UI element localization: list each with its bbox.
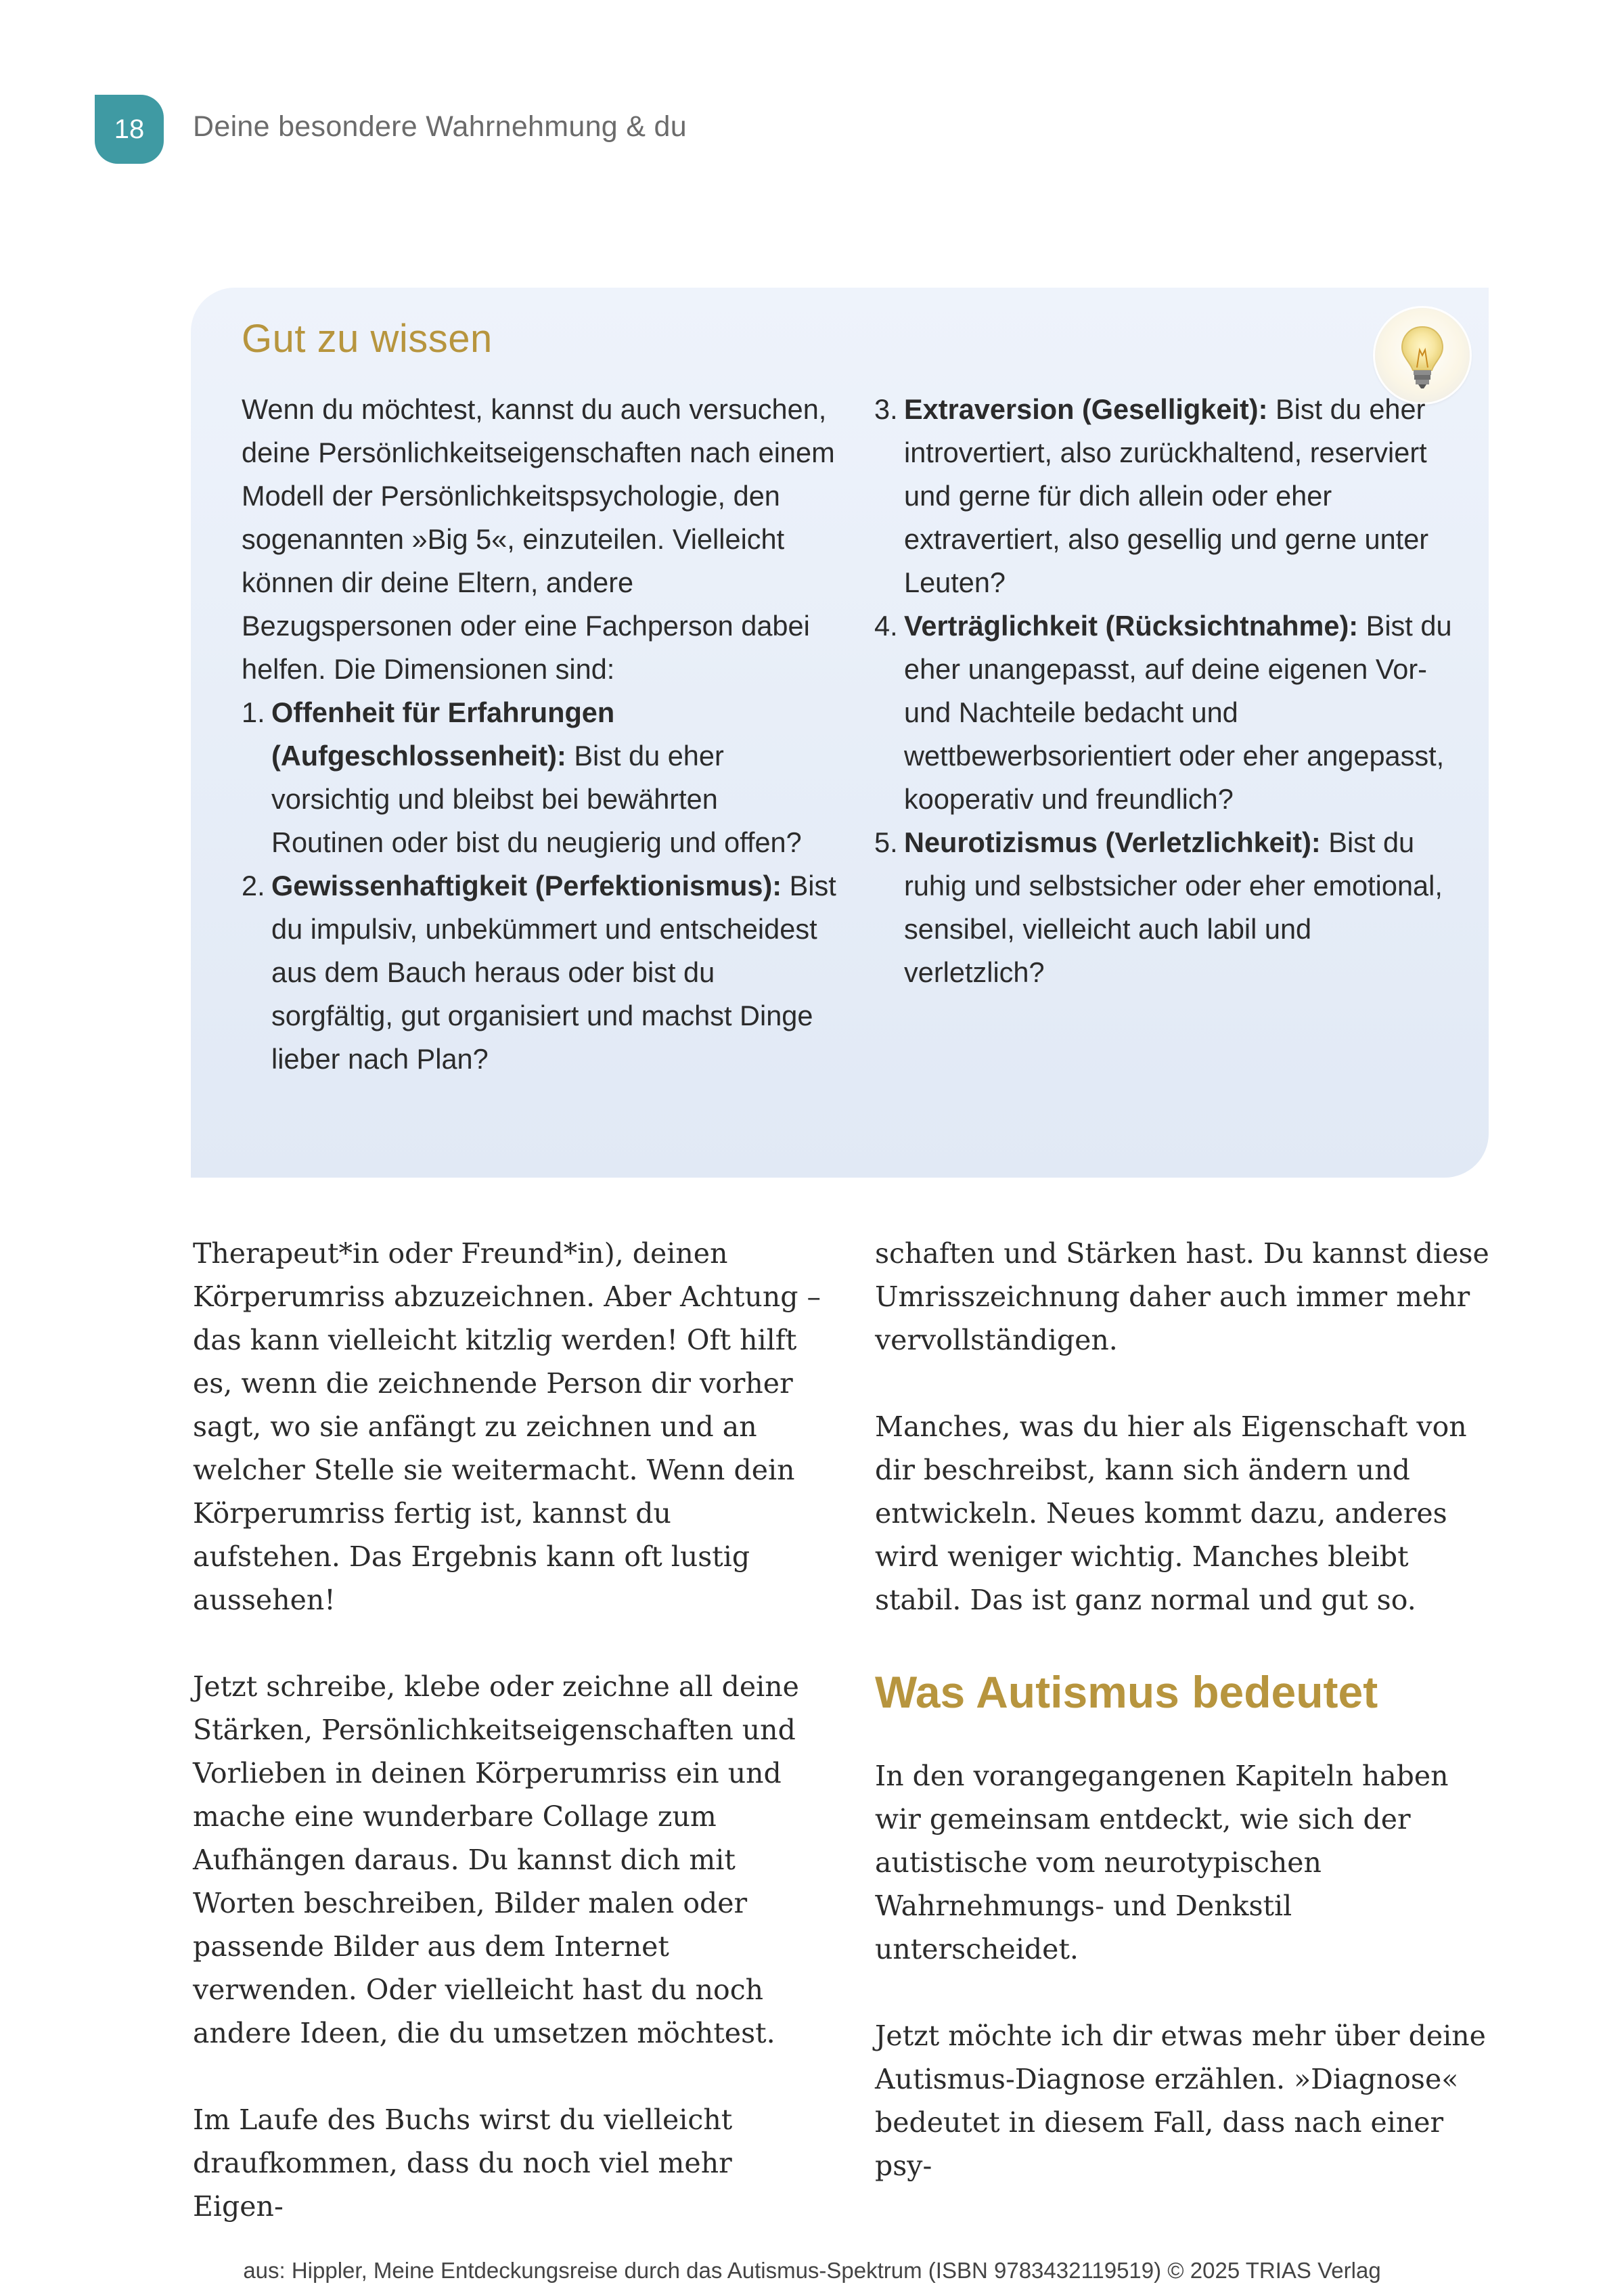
list-number: 4. bbox=[874, 610, 898, 642]
info-box bbox=[191, 288, 1489, 1178]
big5-list-right bbox=[874, 388, 1456, 994]
list-item bbox=[874, 388, 1456, 604]
running-head: Deine besondere Wahrnehmung & du bbox=[193, 110, 687, 143]
list-number: 1. bbox=[242, 696, 265, 728]
list-term: Offenheit für Erfahrungen (Aufgeschlossenheit): bbox=[271, 696, 615, 772]
list-item bbox=[242, 864, 837, 1081]
page-footer: aus: Hippler, Meine Entdeckungsreise durch das Autismus-Spektrum (ISBN 9783432119519) © 2025 TRIAS Verlag bbox=[243, 2258, 1381, 2283]
list-item bbox=[874, 821, 1456, 994]
section-title: Was Autismus bedeutet bbox=[875, 1667, 1378, 1717]
body-right-column bbox=[875, 1232, 1497, 2231]
info-box-left-column bbox=[242, 388, 837, 1081]
list-term: Verträglichkeit (Rücksichtnahme): bbox=[904, 610, 1366, 642]
list-number: 2. bbox=[242, 870, 265, 901]
body-paragraph: In den vorangegangenen Kapiteln haben wir gemeinsam entdeckt, wie sich der autistische vom neurotypischen Wahrnehmungs- und Denkstil unterscheidet. bbox=[875, 1760, 1449, 1965]
body-paragraph: Im Laufe des Buchs wirst du vielleicht draufkommen, dass du noch viel mehr Eigen- bbox=[193, 2103, 733, 2223]
list-term: Neurotizismus (Verletzlichkeit): bbox=[904, 826, 1329, 858]
body-paragraph: Manches, was du hier als Eigenschaft von dir beschreibst, kann sich ändern und entwickeln. Neues kommt dazu, anderes wird weniger wichtig. Manches bleibt stabil. Das ist ganz normal und gut so. bbox=[875, 1410, 1467, 1616]
list-text: Bist du eher vorsichtig und bleibst bei bewährten Routinen oder bist du neugierig und offen? bbox=[271, 740, 802, 858]
body-left-column bbox=[193, 1232, 826, 2271]
list-term: Extraversion (Geselligkeit): bbox=[904, 393, 1276, 425]
info-box-title: Gut zu wissen bbox=[242, 317, 493, 361]
list-item bbox=[874, 604, 1456, 821]
list-text: Bist du eher introvertiert, also zurückhaltend, reserviert und gerne für dich allein oder eher extravertiert, also gesellig und gerne unter Leuten? bbox=[904, 393, 1429, 598]
list-item bbox=[242, 691, 837, 864]
info-box-right-column bbox=[874, 388, 1456, 994]
list-text: Bist du ruhig und selbstsicher oder eher emotional, sensibel, vielleicht auch labil und verletzlich? bbox=[904, 826, 1443, 988]
body-paragraph: Jetzt schreibe, klebe oder zeichne all deine Stärken, Persönlichkeitseigenschaften und Vorlieben in deinen Körperumriss ein und mache eine wunderbare Collage zum Aufhängen daraus. Du kannst dich mit Worten beschreiben, Bilder malen oder passende Bilder aus dem Internet verwenden. Oder vielleicht hast du noch andere Ideen, die du umsetzen möchtest. bbox=[193, 1670, 799, 2049]
body-paragraph: schaften und Stärken hast. Du kannst diese Umrisszeichnung daher auch immer mehr vervollständigen. bbox=[875, 1237, 1489, 1356]
big5-list-left bbox=[242, 691, 837, 1081]
list-text: Bist du eher unangepasst, auf deine eigenen Vor- und Nachteile bedacht und wettbewerbsorientiert oder eher angepasst, kooperativ und freundlich? bbox=[904, 610, 1452, 815]
page-number-tab: 18 bbox=[95, 95, 164, 164]
body-paragraph: Therapeut*in oder Freund*in), deinen Körperumriss abzuzeichnen. Aber Achtung – das kann vielleicht kitzlig werden! Oft hilft es, wenn die zeichnende Person dir vorher sagt, wo sie anfängt zu zeichnen und an welcher Stelle sie weitermacht. Wenn dein Körperumriss fertig ist, kannst du aufstehen. Das Ergebnis kann oft lustig aussehen! bbox=[193, 1237, 821, 1616]
body-paragraph: Jetzt möchte ich dir etwas mehr über deine Autismus-Diagnose erzählen. »Diagnose« bedeutet in diesem Fall, dass nach einer psy- bbox=[875, 2020, 1486, 2182]
list-term: Gewissenhaftigkeit (Perfektionismus): bbox=[271, 870, 790, 901]
list-text: Bist du impulsiv, unbekümmert und entscheidest aus dem Bauch heraus oder bist du sorgfältig, gut organisiert und machst Dinge lieber nach Plan? bbox=[271, 870, 836, 1075]
list-number: 3. bbox=[874, 393, 898, 425]
info-box-intro: Wenn du möchtest, kannst du auch versuchen, deine Persönlichkeitseigenschaften nach einem Modell der Persönlichkeitspsychologie, den sogenannten »Big 5«, einzuteilen. Vielleicht können dir deine Eltern, andere Bezugspersonen oder eine Fachperson dabei helfen. Die Dimensionen sind: bbox=[242, 393, 835, 685]
list-number: 5. bbox=[874, 826, 898, 858]
